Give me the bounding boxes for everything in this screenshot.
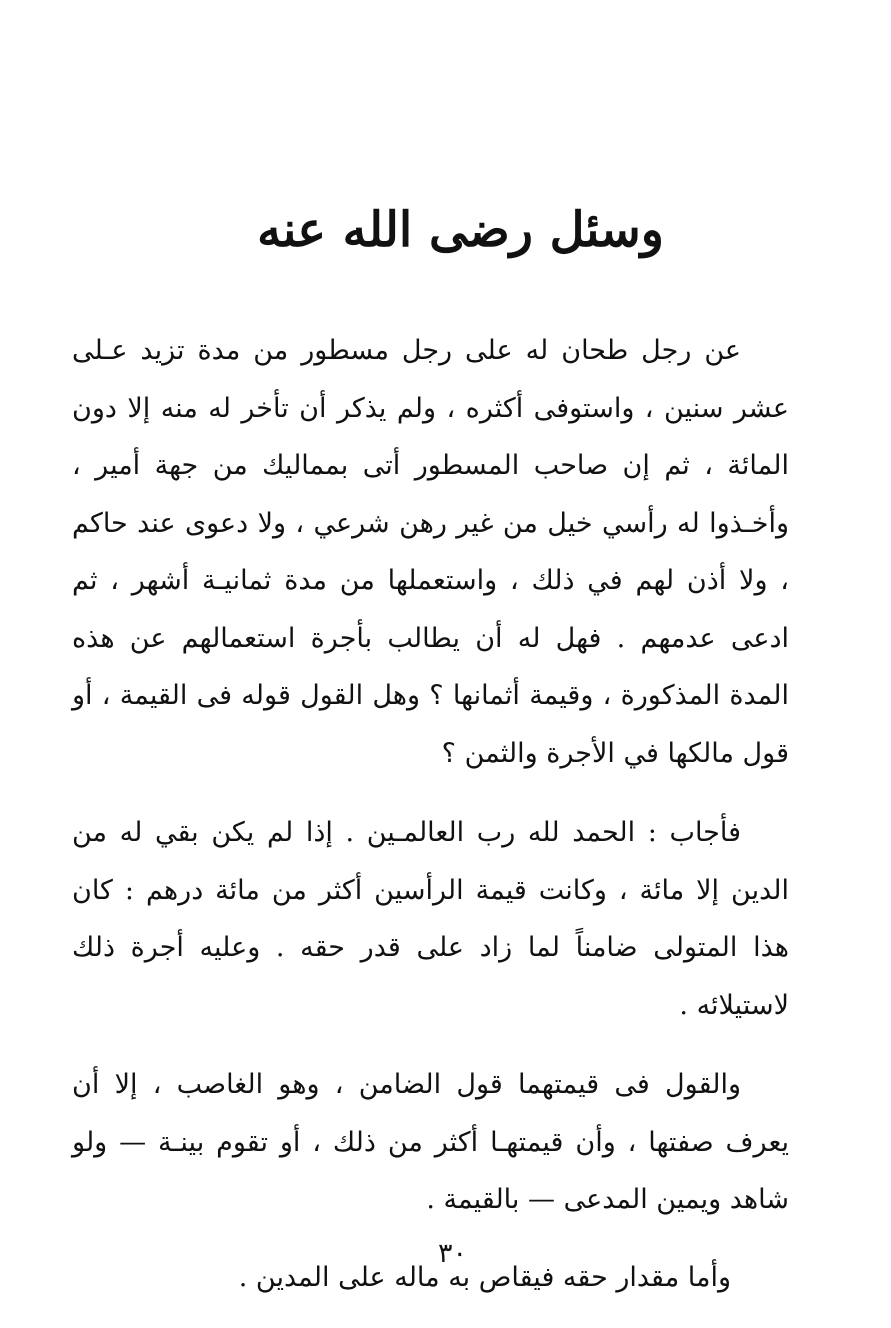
question-paragraph: عن رجل طحان له على رجل مسطور من مدة تزيد عـلى عشر سنين ، واستوفى أكثره ، ولم يذكر أن تأخر له منه إلا دون المائة ، ثم إن صاحب المسطور أتى بمماليك من جهة أمير ، وأخـذوا له رأسي خيل من غير رهن شرعي ، ولا دعوى عند حاكم ، ولا أذن لهم في ذلك ، واستعملها من مدة ثمانيـة أشهر ، ثم ادعى عدمهم . فهل له أن يطالب بأجرة استعمالهم عن هذه المدة المذكورة ، وقيمة أثمانها ؟ وهل القول قوله فى القيمة ، أو قول مالكها في الأجرة والثمن ؟ — [72, 335, 789, 769]
answer-paragraph: فأجاب : الحمد لله رب العالمـين . إذا لم يكن بقي له من الدين إلا مائة ، وكانت قيمة الرأسين أكثر من مائة درهم : كان هذا المتولى ضامناً لما زاد على قدر حقه . وعليه أجرة ذلك لاستيلائه . — [72, 817, 789, 1021]
page-number: ٣٠ — [437, 1238, 467, 1269]
closing-paragraph: وأما مقدار حقه فيقاص به ماله على المدين . — [238, 1261, 731, 1293]
body-text — [72, 322, 789, 1306]
section-heading: وسئل رضى الله عنه — [257, 202, 664, 258]
valuation-paragraph: والقول فى قيمتهما قول الضامن ، وهو الغاصب ، إلا أن يعرف صفتها ، وأن قيمتهـا أكثر من ذلك ، أو تقوم بينـة — ولو شاهد ويمين المدعى — بالقيمة . — [72, 1069, 789, 1215]
